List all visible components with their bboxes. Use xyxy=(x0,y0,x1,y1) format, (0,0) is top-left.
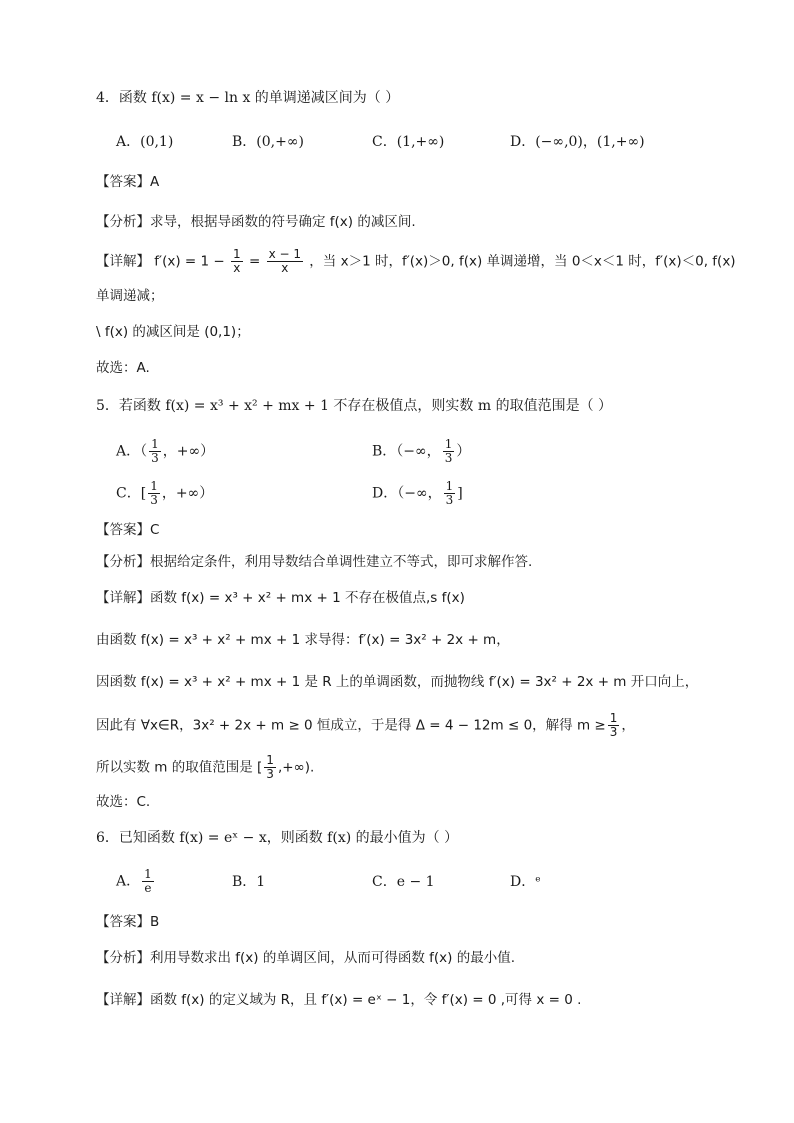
q4-option-a: A．(0,1) xyxy=(116,134,174,150)
q5-stem: 5．若函数 f(x) = x³ + x² + mx + 1 不存在极值点，则实数 m 的取值范围是（ ） xyxy=(96,398,613,414)
q4-answer: 【答案】A xyxy=(96,174,160,190)
q4-detail-line1: 【详解】 f′(x) = 1 − $\frac{1}{x}$ = $\frac{x - 1}{x}$ ，当 x＞1 时，f′(x)＞0, f(x) 单调递增，当 0＜x＜1 时，f′(x)＜0, f(x) xyxy=(96,247,736,275)
q5-detail-line3: 因函数 f(x) = x³ + x² + mx + 1 是 R 上的单调函数，而抛物线 f′(x) = 3x² + 2x + m 开口向上， xyxy=(96,674,699,690)
q5-detail-line1: 【详解】函数 f(x) = x³ + x² + mx + 1 不存在极值点,s f(x) xyxy=(96,590,465,606)
detail-label: 【详解】 xyxy=(96,253,150,270)
q5-detail-line4: 因此有 ∀x∈R，3x² + 2x + m ≥ 0 恒成立，于是得 Δ = 4 − 12m ≤ 0，解得 m ≥ $\frac{1}{3}$ ， xyxy=(96,711,635,739)
q5-analysis: 【分析】根据给定条件，利用导数结合单调性建立不等式，即可求解作答. xyxy=(96,554,533,570)
fraction: $\frac{1}{x}$ xyxy=(233,247,241,275)
fraction: $\frac{1}{e}$ xyxy=(144,867,152,895)
q6-option-c: C．e − 1 xyxy=(372,874,435,890)
fraction: $\frac{x - 1}{x}$ xyxy=(268,247,301,275)
q6-answer: 【答案】B xyxy=(96,914,160,930)
q5-option-a: A．（ $\frac{1}{3}$ ，+∞） xyxy=(116,437,215,465)
q4-analysis: 【分析】求导，根据导函数的符号确定 f(x) 的减区间. xyxy=(96,214,416,230)
q5-option-c: C．[ $\frac{1}{3}$ ，+∞） xyxy=(116,479,214,507)
q6-analysis: 【分析】利用导数求出 f(x) 的单调区间，从而可得函数 f(x) 的最小值. xyxy=(96,950,516,966)
q4-option-c: C．(1,+∞) xyxy=(372,134,445,150)
q5-detail-line5: 所以实数 m 的取值范围是 [ $\frac{1}{3}$ ,+∞). xyxy=(96,753,315,781)
fraction: $\frac{1}{3}$ xyxy=(150,479,158,507)
q5-detail-line2: 由函数 f(x) = x³ + x² + mx + 1 求导得：f′(x) = 3x² + 2x + m， xyxy=(96,632,510,648)
q5-answer: 【答案】C xyxy=(96,522,160,538)
q4-option-b: B．(0,+∞) xyxy=(232,134,304,150)
q6-stem: 6．已知函数 f(x) = eˣ − x，则函数 f(x) 的最小值为（ ） xyxy=(96,830,459,846)
fraction: $\frac{1}{3}$ xyxy=(444,437,453,465)
fraction: $\frac{1}{3}$ xyxy=(609,711,618,739)
q6-option-b: B．1 xyxy=(232,874,266,890)
fraction: $\frac{1}{3}$ xyxy=(266,753,274,781)
q5-option-b: B．（−∞， $\frac{1}{3}$ ） xyxy=(372,437,471,465)
q6-detail: 【详解】函数 f(x) 的定义域为 R，且 f′(x) = eˣ − 1，令 f′(x) = 0 ,可得 x = 0 . xyxy=(96,992,582,1008)
q4-detail-line3: \ f(x) 的减区间是 (0,1)； xyxy=(96,324,250,340)
q4-detail-line2: 单调递减； xyxy=(96,288,164,304)
q4-choice: 故选：A. xyxy=(96,360,150,376)
q5-choice: 故选：C. xyxy=(96,794,151,810)
q4-stem: 4．函数 f(x) = x − ln x 的单调递减区间为（ ） xyxy=(96,90,400,106)
q6-option-d: D．ᵉ xyxy=(510,874,541,890)
fraction: $\frac{1}{3}$ xyxy=(445,479,454,507)
q4-option-d: D．(−∞,0)，(1,+∞) xyxy=(510,134,645,150)
q5-option-d: D．（−∞， $\frac{1}{3}$ ] xyxy=(372,479,463,507)
q6-option-a: A． $\frac{1}{e}$ xyxy=(116,867,152,895)
fraction: $\frac{1}{3}$ xyxy=(151,437,159,465)
